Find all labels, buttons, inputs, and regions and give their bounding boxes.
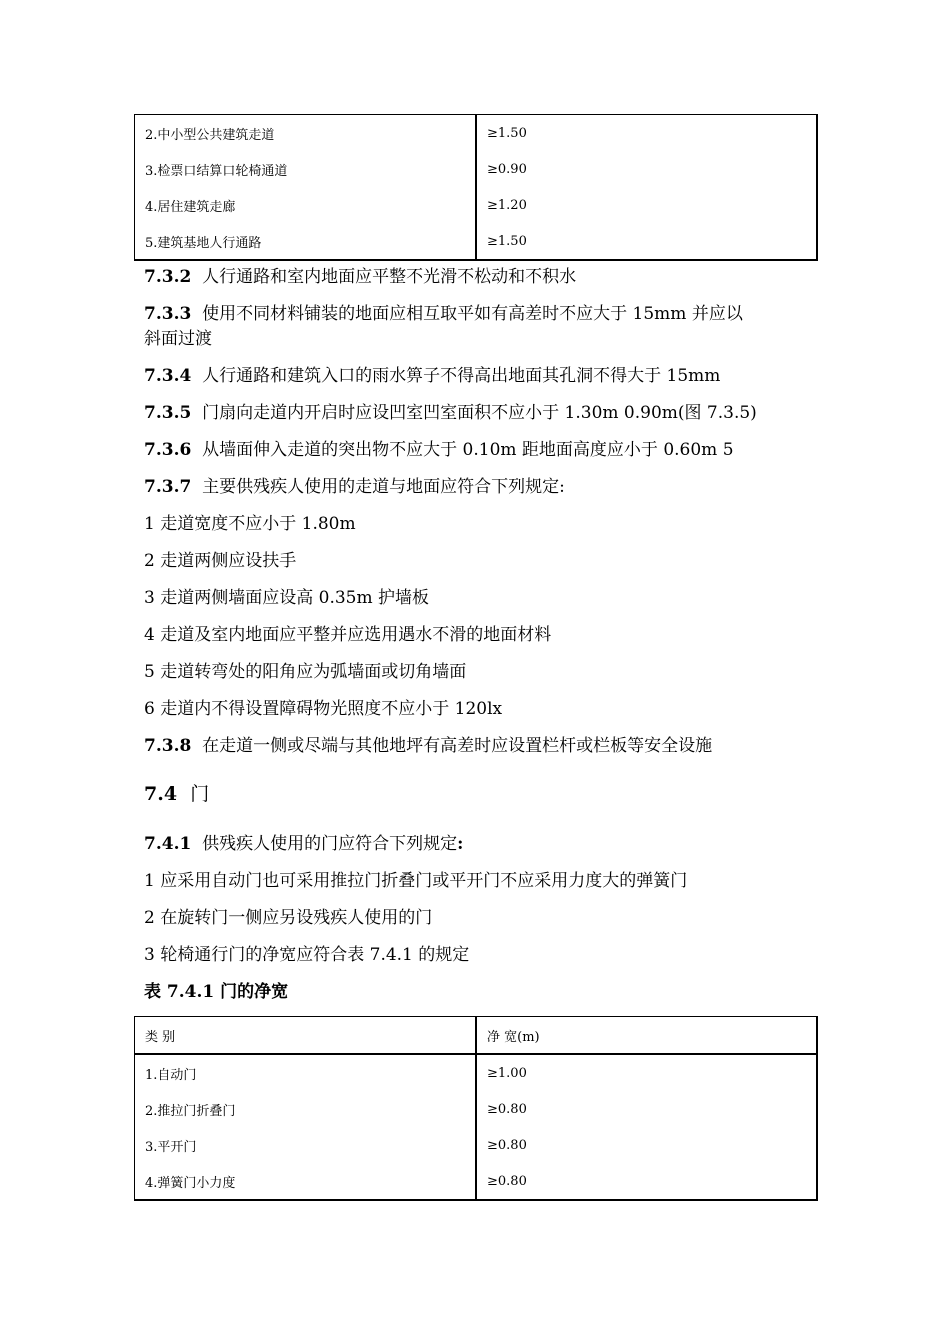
list-item: 6 走道内不得设置障碍物光照度不应小于 120lx [144,699,503,719]
table-row [135,223,818,260]
table-cell-value: ≥1.20 [476,187,817,223]
table-cell-label: 4.居住建筑走廊 [135,187,477,223]
clause-colon: : [457,834,464,854]
clause-7-3-6 [144,438,734,462]
clause-number: 7.3.2 [144,267,192,287]
clause-7-3-5 [144,401,757,425]
list-item: 3 轮椅通行门的净宽应符合表 7.4.1 的规定 [144,945,470,965]
table-row [135,1163,818,1200]
section-title: 门 [190,783,210,805]
clause-text: 斜面过渡 [144,329,212,349]
list-item: 4 走道及室内地面应平整并应选用遇水不滑的地面材料 [144,625,552,645]
table-cell-label: 1.自动门 [135,1054,477,1091]
table-row [135,1091,818,1127]
table-cell-value: ≥1.50 [476,115,817,152]
clause-text: 门扇向走道内开启时应设凹室凹室面积不应小于 1.30m 0.90m(图 7.3.5) [202,403,757,423]
clause-number: 7.3.4 [144,366,192,386]
clause-text: 人行通路和室内地面应平整不光滑不松动和不积水 [202,267,577,287]
clause-7-3-7 [144,475,565,499]
clause-number: 7.3.7 [144,477,192,497]
section-heading-7-4 [144,779,209,806]
clause-7-4-1 [144,832,463,856]
table-cell-value: ≥1.00 [476,1054,817,1091]
clause-number: 7.3.5 [144,403,192,423]
table-cell-label: 3.平开门 [135,1127,477,1163]
table-cell-value: ≥0.80 [476,1091,817,1127]
table-cell-label: 3.检票口结算口轮椅通道 [135,151,477,187]
table-cell-label: 2.推拉门折叠门 [135,1091,477,1127]
clause-text: 人行通路和建筑入口的雨水箅子不得高出地面其孔洞不得大于 15mm [202,366,721,386]
table-header-category: 类 别 [135,1017,477,1055]
table-row [135,1127,818,1163]
list-item: 1 应采用自动门也可采用推拉门折叠门或平开门不应采用力度大的弹簧门 [144,871,688,891]
table-cell-value: ≥1.50 [476,223,817,260]
clause-text: 在走道一侧或尽端与其他地坪有高差时应设置栏杆或栏板等安全设施 [202,736,713,756]
table-cell-label: 2.中小型公共建筑走道 [135,115,477,152]
table-cell-label: 4.弹簧门小力度 [135,1163,477,1200]
table-row [135,151,818,187]
clause-7-3-2 [144,265,576,289]
corridor-width-table [134,114,818,261]
table-row [135,1054,818,1091]
list-item: 5 走道转弯处的阳角应为弧墙面或切角墙面 [144,662,467,682]
list-item: 1 走道宽度不应小于 1.80m [144,514,356,534]
table-cell-value: ≥0.90 [476,151,817,187]
table-caption: 表 7.4.1 门的净宽 [144,982,289,1002]
clause-number: 7.3.3 [144,304,192,324]
clause-text: 主要供残疾人使用的走道与地面应符合下列规定: [202,477,565,497]
table-header-row [135,1017,818,1055]
clause-text: 供残疾人使用的门应符合下列规定 [202,834,458,854]
table-cell-value: ≥0.80 [476,1127,817,1163]
clause-number: 7.3.6 [144,440,192,460]
table-header-width: 净 宽(m) [476,1017,817,1055]
clause-number: 7.3.8 [144,736,192,756]
clause-7-3-3-continuation [144,327,212,351]
clause-7-3-8 [144,734,712,758]
clause-text: 从墙面伸入走道的突出物不应大于 0.10m 距地面高度应小于 0.60m 5 [202,440,734,460]
section-number: 7.4 [144,783,178,805]
list-item: 2 在旋转门一侧应另设残疾人使用的门 [144,908,433,928]
table-cell-label: 5.建筑基地人行通路 [135,223,477,260]
table-row [135,187,818,223]
table-row [135,115,818,152]
door-width-table [134,1016,818,1201]
clause-text: 使用不同材料铺装的地面应相互取平如有高差时不应大于 15mm 并应以 [202,304,743,324]
table-cell-value: ≥0.80 [476,1163,817,1200]
list-item: 3 走道两侧墙面应设高 0.35m 护墙板 [144,588,429,608]
clause-7-3-3 [144,302,743,326]
clause-number: 7.4.1 [144,834,192,854]
list-item: 2 走道两侧应设扶手 [144,551,297,571]
clause-7-3-4 [144,364,720,388]
